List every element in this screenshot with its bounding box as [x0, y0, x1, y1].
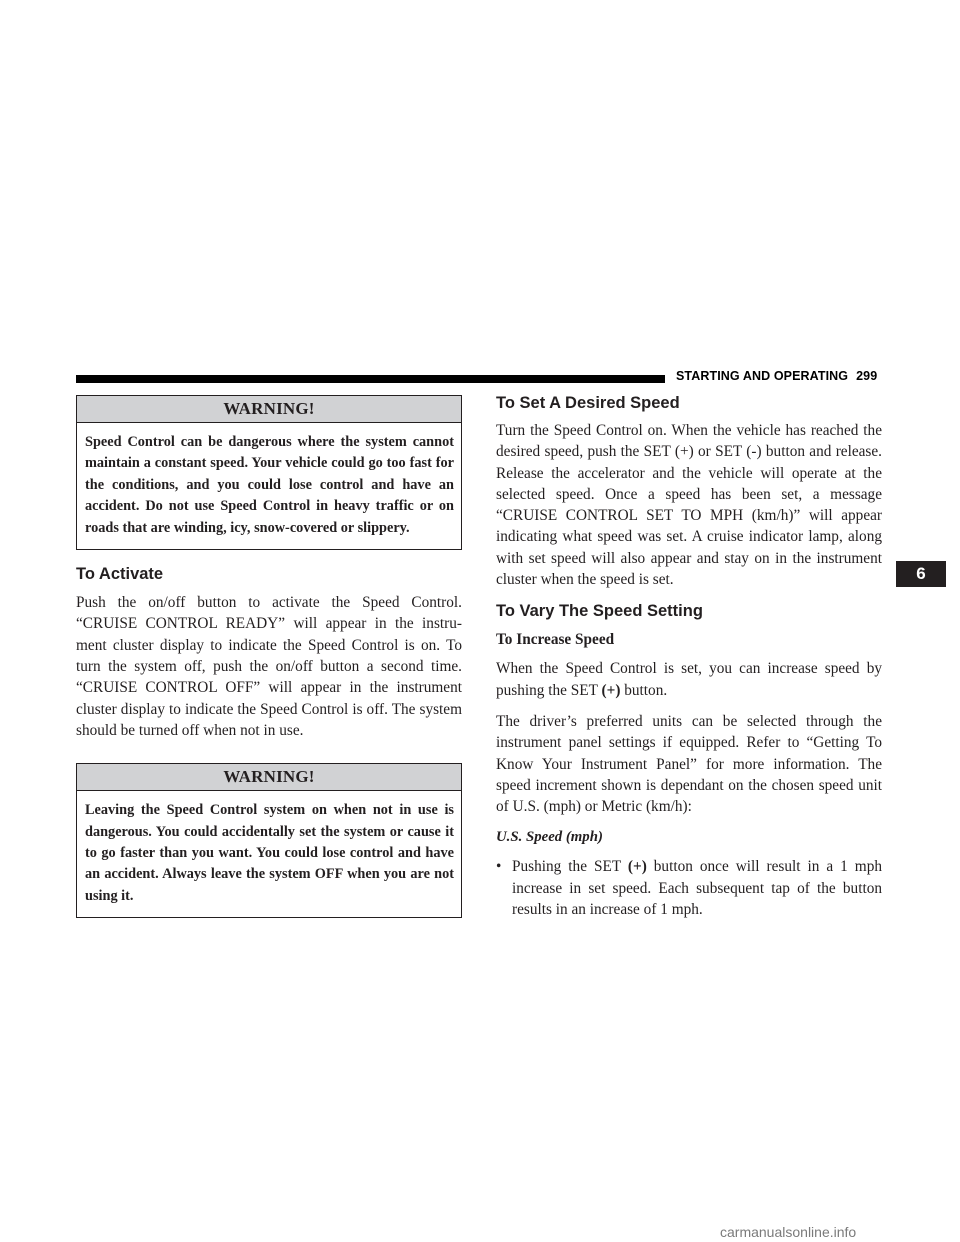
bullet-icon: • — [496, 858, 502, 876]
warning-title: WARNING! — [77, 396, 461, 423]
section-heading-set-speed: To Set A Desired Speed — [496, 394, 680, 412]
chapter-tab: 6 — [896, 561, 946, 587]
warning-title: WARNING! — [77, 764, 461, 791]
increase-text-2: button. — [620, 681, 668, 699]
header-rule — [76, 375, 665, 383]
bullet-text-2: button once will result in a 1 mph increase in set speed. Each subsequent tap of the button results in an increase of 1 mph. — [512, 858, 882, 919]
page-number: 299 — [856, 369, 878, 383]
section-heading-vary-speed: To Vary The Speed Setting — [496, 602, 703, 621]
plus-symbol: (+) — [627, 858, 647, 876]
left-column — [76, 395, 462, 918]
warning-box — [76, 395, 462, 550]
plus-symbol: (+) — [601, 681, 621, 699]
list-item — [496, 856, 882, 920]
section-title: STARTING AND OPERATING — [676, 369, 849, 383]
section-heading-activate: To Activate — [76, 565, 164, 584]
units-paragraph: The driver’s preferred units can be selected through the instrument panel settings if equipped. Refer to “Getting To Know Your Instrument Panel” for more information. The speed increment shown is dependant on the chosen speed unit of U.S. (mph) or Metric (km/h): — [496, 712, 882, 816]
running-header — [676, 369, 877, 383]
us-speed-label: U.S. Speed (mph) — [496, 829, 603, 846]
warning-text: Leaving the Speed Control system on when not in use is dangerous. You could accidentally set the system or cause it to go faster than you want. You could lose control and have an accident. Always leave the system OFF when you are not using it. — [85, 802, 454, 904]
set-speed-paragraph: Turn the Speed Control on. When the vehicle has reached the desired speed, push the SET (+) or SET (-) button and release. Release the accelerator and the vehicle will operate at the selected speed. Once a speed has been set, a message “CRUISE CONTROL SET TO MPH (km/h)” will appear indicating what speed was set. A cruise indicator lamp, along with set speed will also appear and stay on in the instrument cluster when the speed is set. — [496, 422, 882, 589]
bullet-text-1: Pushing the SET — [512, 858, 628, 876]
bullet-text — [512, 856, 882, 920]
warning-box — [76, 763, 462, 918]
warning-text: Speed Control can be dangerous where the system cannot maintain a constant speed. Your vehicle could go too fast for the conditions, and you could lose control and have an accident. Do not use Speed Control in heavy traffic or on roads that are winding, icy, snow-covered or slippery. — [85, 434, 454, 536]
watermark: carmanualsonline.info — [720, 1224, 857, 1240]
increase-text-1: When the Speed Control is set, you can increase speed by pushing the SET — [496, 660, 882, 699]
subheading-increase-speed: To Increase Speed — [496, 631, 615, 649]
activate-paragraph: Push the on/off button to activate the Speed Control. “CRUISE CONTROL READY” will appear in the instru- ment cluster display to indicate the Speed Control is on. To turn the system off, push the on/off button a second time. “CRUISE CONTROL OFF” will appear in the instrument cluster display to indicate the Speed Control is off. The system should be turned off when not in use. — [76, 594, 462, 739]
increase-speed-paragraph — [496, 658, 882, 701]
right-column — [496, 393, 882, 920]
